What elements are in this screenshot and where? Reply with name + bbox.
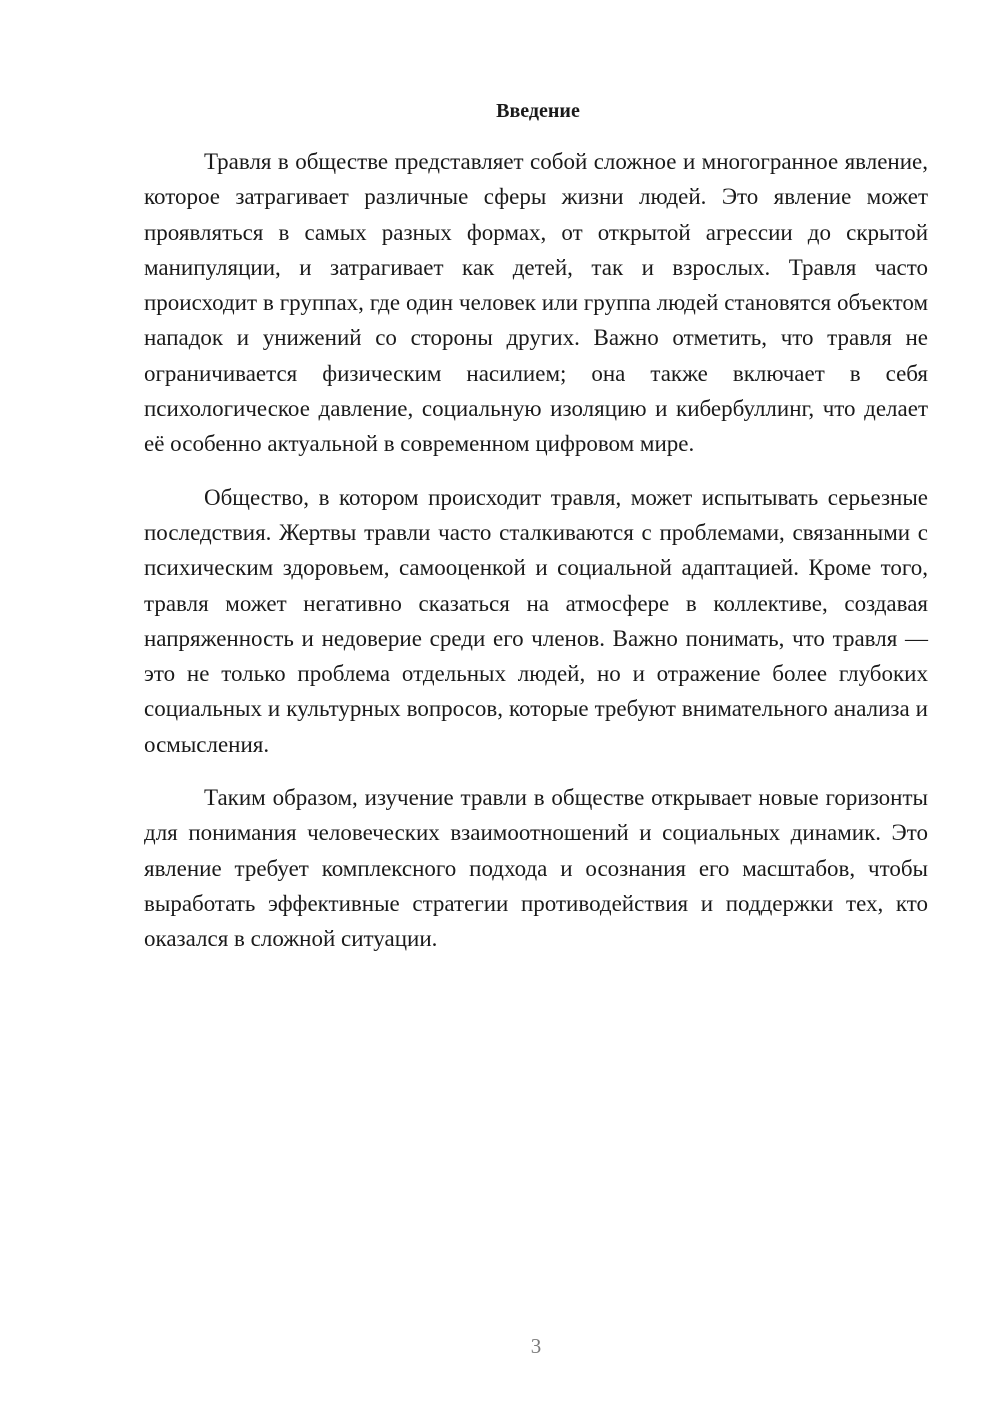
page-content (144, 98, 928, 975)
paragraph-2: Общество, в котором происходит травля, может испытывать серьезные последствия. Жертвы травли часто сталкиваются с проблемами, связанными с психическим здоровьем, самооценкой и социальной адаптацией. Кроме того, травля может негативно сказаться на атмосфере в коллективе, создавая напряженность и недоверие среди его членов. Важно понимать, что травля — это не только проблема отдельных людей, но и отражение более глубоких социальных и культурных вопросов, которые требуют внимательного анализа и осмысления. (144, 484, 928, 757)
paragraph-1: Травля в обществе представляет собой сложное и многогранное явление, которое затрагивает различные сферы жизни людей. Это явление может проявляться в самых разных формах, от открытой агрессии до скрытой манипуляции, и затрагивает как детей, так и взрослых. Травля часто происходит в группах, где один человек или группа людей становятся объектом нападок и унижений со стороны других. Важно отметить, что травля не ограничивается физическим насилием; она также включает в себя психологическое давление, социальную изоляцию и кибербуллинг, что делает её особенно актуальной в современном цифровом мире. (144, 149, 928, 457)
section-title: Введение (496, 100, 580, 122)
paragraph-3: Таким образом, изучение травли в обществе открывает новые горизонты для понимания человеческих взаимоотношений и социальных динамик. Это явление требует комплексного подхода и осознания его масштабов, чтобы выработать эффективные стратегии противодействия и поддержки тех, кто оказался в сложной ситуации. (144, 785, 928, 952)
page-number: 3 (530, 1334, 542, 1358)
